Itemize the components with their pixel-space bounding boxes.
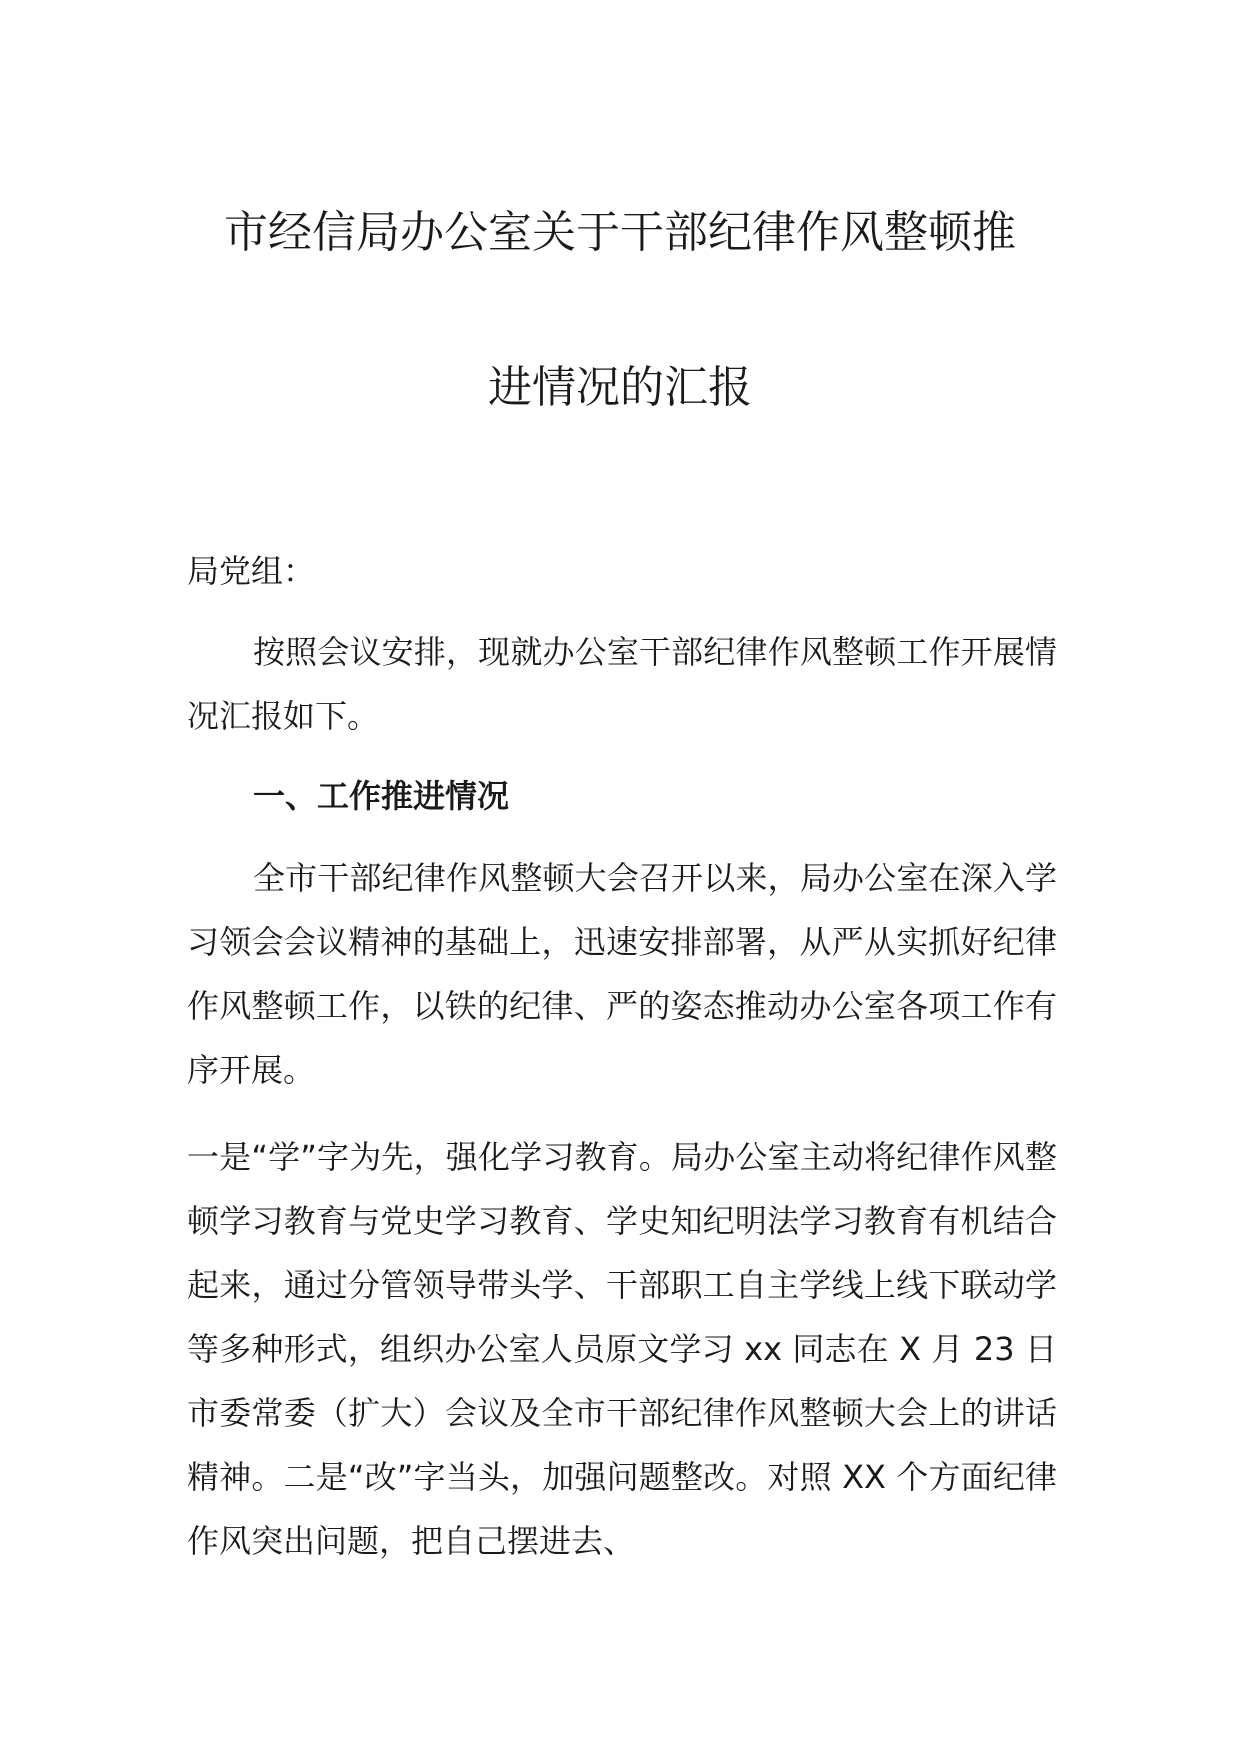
document-title-line-2: 进情况的汇报	[488, 362, 752, 413]
intro-paragraph: 按照会议安排，现就办公室干部纪律作风整顿工作开展情况汇报如下。	[187, 633, 1057, 735]
body-paragraph-2: 一是“学”字为先，强化学习教育。局办公室主动将纪律作风整顿学习教育与党史学习教育、学史知纪明法学习教育有机结合起来，通过分管领导带头学、干部职工自主学线上线下联动学等多种形式，组织办公室人员原文学习 xx 同志在 X 月 23 日市委常委（扩大）会议及全市干部纪律作风整顿大会上的讲话精神。二是“改”字当头，加强问题整改。对照 XX 个方面纪律作风突出问题，把自己摆进去、	[187, 1138, 1057, 1560]
section-heading: 一、工作推进情况	[253, 777, 510, 815]
salutation: 局党组：	[187, 552, 316, 590]
document-title-line-1: 市经信局办公室关于干部纪律作风整顿推	[224, 207, 1016, 258]
body-paragraph-1: 全市干部纪律作风整顿大会召开以来，局办公室在深入学习领会会议精神的基础上，迅速安排部署，从严从实抓好纪律作风整顿工作，以铁的纪律、严的姿态推动办公室各项工作有序开展。	[187, 859, 1057, 1089]
